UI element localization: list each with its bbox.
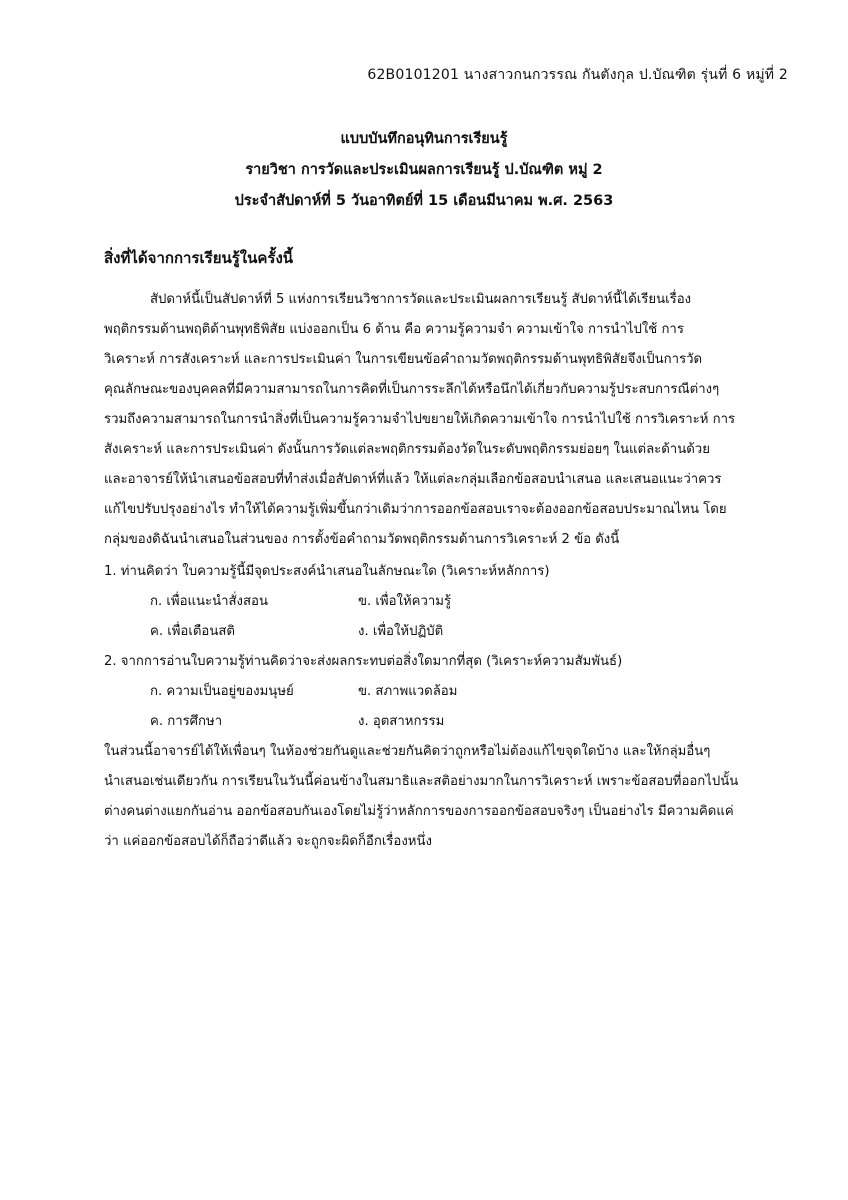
- title-block: [0, 124, 848, 217]
- paragraph-line: พฤติกรรมด้านพฤติด้านพุทธิพิสัย แบ่งออกเป็น 6 ด้าน คือ ความรู้ความจำ ความเข้าใจ การนำไปใช้ การ: [104, 322, 684, 337]
- q1-option-b: ข. เพื่อให้ความรู้: [358, 594, 452, 609]
- q2-option-b: ข. สภาพแวดล้อม: [358, 684, 458, 699]
- q2-option-c: ค. การศึกษา: [150, 714, 223, 729]
- paragraph-line: สัปดาห์นี้เป็นสัปดาห์ที่ 5 แห่งการเรียนวิชาการวัดและประเมินผลการเรียนรู้ สัปดาห์นี้ได้เรียนเรื่อง: [150, 292, 692, 307]
- paragraph-line: ว่า แค่ออกข้อสอบได้ก็ถือว่าดีแล้ว จะถูกจะผิดก็อีกเรื่องหนึ่ง: [104, 834, 432, 849]
- q2-option-d: ง. อุตสาหกรรม: [358, 714, 445, 729]
- q2-option-a: ก. ความเป็นอยู่ของมนุษย์: [150, 684, 294, 699]
- paragraph-line: ในส่วนนี้อาจารย์ได้ให้เพื่อนๆ ในห้องช่วยกันดูและช่วยกันคิดว่าถูกหรือไม่ต้องแก้ไขจุดใดบ้าง และให้กลุ่มอื่นๆ: [104, 744, 711, 759]
- q1-option-c: ค. เพื่อเตือนสติ: [150, 624, 235, 639]
- paragraph-line: วิเคราะห์ การสังเคราะห์ และการประเมินค่า ในการเขียนข้อคำถามวัดพฤติกรรมด้านพุทธิพิสัยจึงเป็นการวัด: [104, 352, 703, 367]
- question-1: 1. ท่านคิดว่า ใบความรู้นี้มีจุดประสงค์นำเสนอในลักษณะใด (วิเคราะห์หลักการ): [104, 564, 550, 579]
- paragraph-line: สังเคราะห์ และการประเมินค่า ดังนั้นการวัดแต่ละพฤติกรรมต้องวัดในระดับพฤติกรรมย่อยๆ ในแต่ละด้านด้วย: [104, 442, 710, 457]
- paragraph-line: รวมถึงความสามารถในการนำสิ่งที่เป็นความรู้ความจำไปขยายให้เกิดความเข้าใจ การนำไปใช้ การวิเคราะห์ การ: [104, 412, 736, 427]
- q1-option-d: ง. เพื่อให้ปฏิบัติ: [358, 624, 444, 639]
- paragraph-line: นำเสนอเช่นเดียวกัน การเรียนในวันนี้ค่อนข้างในสมาธิและสติอย่างมากในการวิเคราะห์ เพราะข้อสอบที่ออกไปนั้น: [104, 774, 739, 789]
- paragraph-line: แก้ไขปรับปรุงอย่างไร ทำให้ได้ความรู้เพิ่มขึ้นกว่าเดิมว่าการออกข้อสอบเราจะต้องออกข้อสอบประมาณไหน โดย: [104, 502, 727, 517]
- q1-option-a: ก. เพื่อแนะนำสั่งสอน: [150, 594, 268, 609]
- course-title: รายวิชา การวัดและประเมินผลการเรียนรู้ ป.บัณฑิต หมู่ 2: [245, 162, 603, 178]
- paragraph-line: กลุ่มของดิฉันนำเสนอในส่วนของ การตั้งข้อคำถามวัดพฤติกรรมด้านการวิเคราะห์ 2 ข้อ ดังนี้: [104, 532, 620, 547]
- week-date-title: ประจำสัปดาห์ที่ 5 วันอาทิตย์ที่ 15 เดือนมีนาคม พ.ศ. 2563: [234, 193, 614, 209]
- paragraph-line: คุณลักษณะของบุคคลที่มีความสามารถในการคิดที่เป็นการระลึกได้หรือนึกได้เกี่ยวกับความรู้ประสบการณีต่างๆ: [104, 382, 720, 397]
- section-heading: สิ่งที่ได้จากการเรียนรู้ในครั้งนี้: [104, 249, 294, 267]
- paragraph-line: และอาจารย์ให้นำเสนอข้อสอบที่ทำส่งเมื่อสัปดาห์ที่แล้ว ให้แต่ละกลุ่มเลือกข้อสอบนำเสนอ และเสนอแนะว่าควร: [104, 472, 722, 487]
- paragraph-line: ต่างคนต่างแยกกันอ่าน ออกข้อสอบกันเองโดยไม่รู้ว่าหลักการของการออกข้อสอบจริงๆ เป็นอย่างไร มีความคิดแค่: [104, 804, 734, 819]
- student-info-line: 62B0101201 นางสาวกนกวรรณ กันตังกุล ป.บัณฑิต รุ่นที่ 6 หมู่ที่ 2: [367, 67, 788, 83]
- question-2: 2. จากการอ่านใบความรู้ท่านคิดว่าจะส่งผลกระทบต่อสิ่งใดมากที่สุด (วิเคราะห์ความสัมพันธ์): [104, 654, 623, 669]
- form-title: แบบบันทึกอนุทินการเรียนรู้: [340, 131, 508, 147]
